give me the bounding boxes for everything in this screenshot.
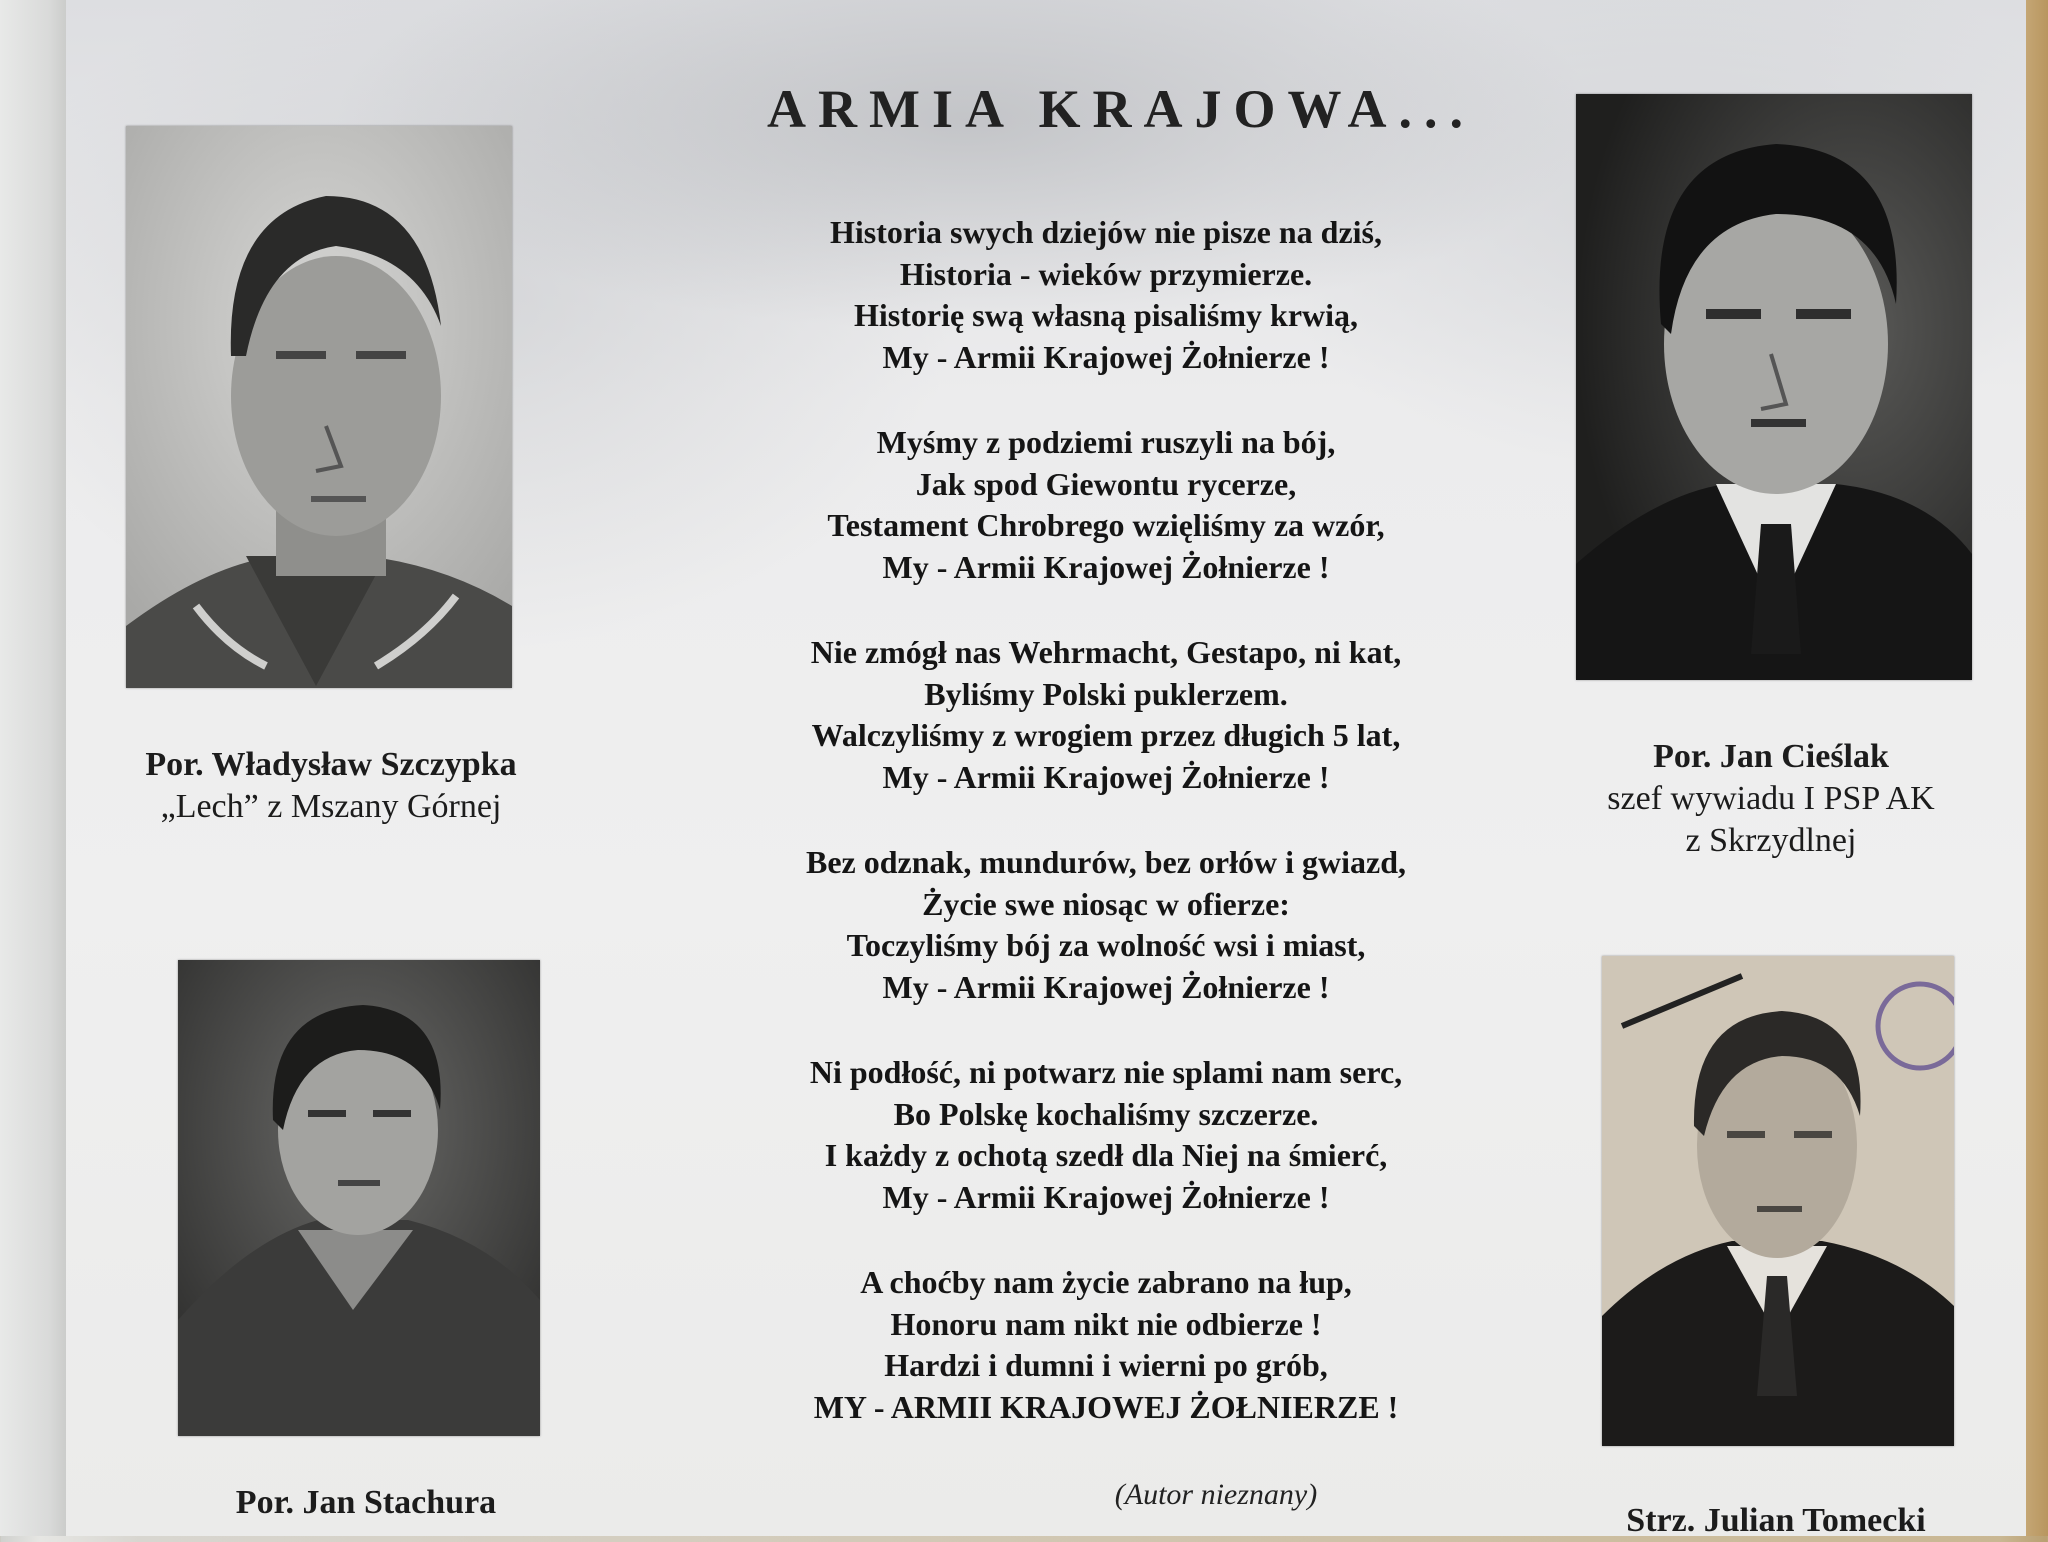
poem-line: Nie zmógł nas Wehrmacht, Gestapo, ni kat, — [810, 634, 1402, 670]
stanza-4 — [706, 842, 1506, 1008]
portrait-caption-stachura — [166, 1482, 566, 1524]
portrait-name: Por. Władysław Szczypka — [145, 746, 517, 783]
left-wall-edge — [0, 0, 70, 1536]
poem-line: Testament Chrobrego wzięliśmy za wzór, — [827, 507, 1385, 543]
poster-title: ARMIA KRAJOWA... — [766, 79, 1475, 139]
poster — [66, 0, 2026, 1539]
poem-line: Historia - wieków przymierze. — [899, 255, 1313, 292]
poem-author: (Autor nieznany) — [1114, 1478, 1318, 1511]
stanza-1 — [706, 212, 1506, 378]
poem-line: Byliśmy Polski puklerzem. — [924, 675, 1288, 712]
stanza-2 — [706, 422, 1506, 588]
poem-line: Historia swych dziejów nie pisze na dziś, — [830, 214, 1382, 250]
portrait-name: Por. Jan Cieślak — [1653, 738, 1889, 775]
portrait-caption-szczypka — [126, 744, 536, 828]
portrait-photo-tomecki — [1602, 956, 1954, 1446]
stanza-3 — [706, 632, 1506, 798]
portrait-name: Strz. Julian Tomecki — [1626, 1502, 1926, 1539]
poem-line: Bo Polskę kochaliśmy szczerze. — [893, 1095, 1319, 1132]
portrait-caption-cieslak — [1536, 736, 2006, 862]
stanza-5 — [706, 1052, 1506, 1218]
poem-line: My - Armii Krajowej Żołnierze ! — [882, 548, 1330, 585]
poem-line: My - Armii Krajowej Żołnierze ! — [882, 1178, 1330, 1215]
poem-line: I każdy z ochotą szedł dla Niej na śmierć, — [824, 1137, 1388, 1173]
poem-line: A choćby nam życie zabrano na łup, — [860, 1264, 1352, 1300]
portrait-photo-cieslak — [1576, 94, 1972, 680]
poem-line: My - Armii Krajowej Żołnierze ! — [882, 338, 1330, 375]
poem-line: Toczyliśmy bój za wolność wsi i miast, — [846, 927, 1366, 963]
poem-line: Życie swe niosąc w ofierze: — [922, 885, 1290, 922]
poem-line: Ni podłość, ni potwarz nie splami nam serc, — [809, 1054, 1403, 1090]
poem-line: Historię swą własną pisaliśmy krwią, — [853, 297, 1359, 333]
portrait-photo-stachura — [178, 960, 540, 1436]
poem-line: Hardzi i dumni i wierni po grób, — [884, 1347, 1328, 1383]
poem — [706, 212, 1506, 1472]
portrait-subtitle: szef wywiadu I PSP AK — [1607, 780, 1935, 817]
portrait-name: Por. Jan Stachura — [235, 1484, 497, 1521]
poem-line: Myśmy z podziemi ruszyli na bój, — [876, 424, 1336, 460]
poem-line: Jak spod Giewontu rycerze, — [915, 465, 1297, 502]
poem-line: Bez odznak, mundurów, bez orłów i gwiazd, — [805, 844, 1407, 880]
poem-line: My - Armii Krajowej Żołnierze ! — [882, 968, 1330, 1005]
portrait-photo-szczypka — [126, 126, 512, 688]
poem-line: Walczyliśmy z wrogiem przez długich 5 lat, — [811, 717, 1401, 753]
poem-line: MY - ARMII KRAJOWEJ ŻOŁNIERZE ! — [813, 1388, 1399, 1425]
stanza-6 — [706, 1262, 1506, 1428]
poem-line: My - Armii Krajowej Żołnierze ! — [882, 758, 1330, 795]
poem-line: Honoru nam nikt nie odbierze ! — [890, 1305, 1322, 1342]
portrait-subtitle: „Lech” z Mszany Górnej — [160, 788, 502, 825]
portrait-subtitle: z Skrzydlnej — [1685, 822, 1857, 859]
